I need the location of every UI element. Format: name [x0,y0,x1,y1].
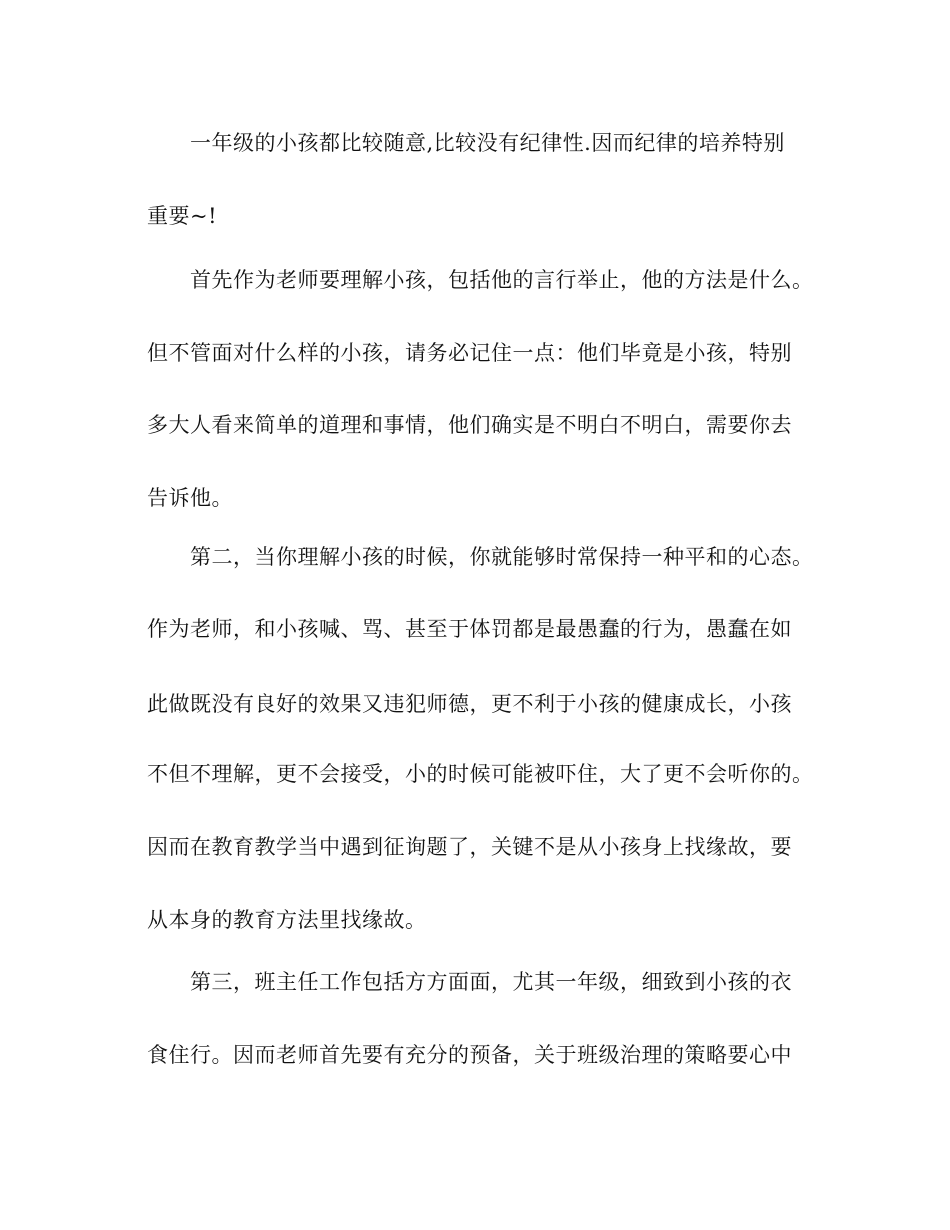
text-line: 从本身的教育方法里找缘故。 [147,908,427,932]
text-line: 重要~! [147,204,218,228]
text-line: 食住行。因而老师首先要有充分的预备，关于班级治理的策略要心中 [147,1043,792,1067]
text-line: 告诉他。 [147,486,233,510]
text-line: 多大人看来简单的道理和事情，他们确实是不明白不明白，需要你去 [147,413,792,437]
text-line: 但不管面对什么样的小孩，请务必记住一点：他们毕竟是小孩，特别 [147,341,792,365]
text-line: 此做既没有良好的效果又违犯师德，更不利于小孩的健康成长，小孩 [147,692,792,716]
text-line: 第二，当你理解小孩的时候，你就能够时常保持一种平和的心态。 [190,545,814,569]
text-line: 首先作为老师要理解小孩，包括他的言行举止，他的方法是什么。 [190,268,814,292]
text-line: 因而在教育教学当中遇到征询题了，关键不是从小孩身上找缘故，要 [147,835,792,859]
text-line: 一年级的小孩都比较随意,比较没有纪律性.因而纪律的培养特别 [190,131,785,155]
text-line: 作为老师，和小孩喊、骂、甚至于体罚都是最愚蠢的行为，愚蠢在如 [147,617,792,641]
text-line: 第三，班主任工作包括方方面面，尤其一年级，细致到小孩的衣 [190,970,792,994]
text-line: 不但不理解，更不会接受，小的时候可能被吓住，大了更不会听你的。 [147,762,814,786]
